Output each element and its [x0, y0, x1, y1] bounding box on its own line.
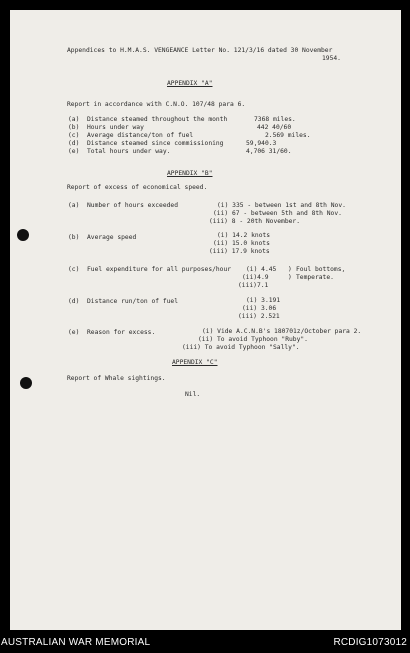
item-label: Average speed [87, 234, 137, 241]
item-key: (d) [68, 140, 80, 147]
item-label: Average distance/ton of fuel [87, 132, 194, 139]
appendix-c-title: APPENDIX "C" [172, 359, 218, 366]
brace: ) [288, 266, 292, 273]
item-key: (c) [68, 266, 80, 273]
item-value-line: (i) 335 - between 1st and 8th Nov. [217, 202, 346, 209]
item-value-line: (ii) To avoid Typhoon "Ruby". [198, 336, 308, 343]
item-value: 7368 miles. [254, 116, 296, 123]
item-value: 4,706 31/60. [246, 148, 292, 155]
item-value-line: (i) 14.2 knots [217, 232, 271, 239]
item-value-line: (i) Vide A.C.N.B's 180701z/October para 2. [202, 328, 362, 335]
appendix-c-intro: Report of Whale sightings. [67, 375, 166, 382]
item-note-line: Foul bottoms, [296, 266, 346, 273]
item-value-line: (ii) 15.0 knots [213, 240, 270, 247]
item-value-line: (ii) 67 - between 5th and 8th Nov. [213, 210, 342, 217]
item-value-line: (iii) 2.521 [238, 313, 280, 320]
header-line: Appendices to H.M.A.S. VENGEANCE Letter No. 121/3/16 dated 30 November [67, 47, 333, 54]
item-value-line: (i) 4.45 [246, 266, 277, 273]
item-key: (a) [68, 202, 80, 209]
item-key: (d) [68, 298, 80, 305]
punch-hole-top [17, 229, 29, 241]
item-value-line: (iii) To avoid Typhoon "Sally". [182, 344, 300, 351]
appendix-c-value: Nil. [185, 391, 201, 398]
appendix-b-intro: Report of excess of economical speed. [67, 184, 208, 191]
appendix-a-title: APPENDIX "A" [167, 80, 213, 87]
item-value-line: (iii) 17.9 knots [209, 248, 270, 255]
footer-record-id: RCDIG1073012 [333, 637, 407, 648]
item-label: Number of hours exceeded [87, 202, 178, 209]
item-value: 59,940.3 [246, 140, 277, 147]
item-key: (e) [68, 148, 80, 155]
item-note-line: Temperate. [296, 274, 334, 281]
item-value: 442 40/60 [257, 124, 292, 131]
item-key: (b) [68, 234, 80, 241]
item-value-line: (iii)7.1 [238, 282, 269, 289]
item-label: Hours under way [87, 124, 144, 131]
item-value-line: (iii) 8 - 20th November. [209, 218, 300, 225]
appendix-a-intro: Report in accordance with C.N.O. 107/48 para 6. [67, 101, 246, 108]
item-key: (a) [68, 116, 80, 123]
header-year: 1954. [322, 55, 341, 62]
item-key: (c) [68, 132, 80, 139]
punch-hole-bottom [20, 377, 32, 389]
item-label: Distance steamed since commissioning [87, 140, 224, 147]
appendix-b-title: APPENDIX "B" [167, 170, 213, 177]
item-key: (e) [68, 329, 80, 336]
item-label: Distance steamed throughout the month [87, 116, 228, 123]
document-page [10, 10, 401, 630]
item-key: (b) [68, 124, 80, 131]
item-value-line: (ii) 3.06 [242, 305, 277, 312]
item-value: 2.569 miles. [265, 132, 311, 139]
item-label: Reason for excess. [87, 329, 156, 336]
footer-institution: AUSTRALIAN WAR MEMORIAL [1, 637, 151, 648]
item-label: Fuel expenditure for all purposes/hour [87, 266, 232, 273]
item-value-line: (i) 3.191 [246, 297, 281, 304]
brace: ) [288, 274, 292, 281]
item-value-line: (ii)4.9 [242, 274, 269, 281]
item-label: Distance run/ton of fuel [87, 298, 178, 305]
item-label: Total hours under way. [87, 148, 171, 155]
